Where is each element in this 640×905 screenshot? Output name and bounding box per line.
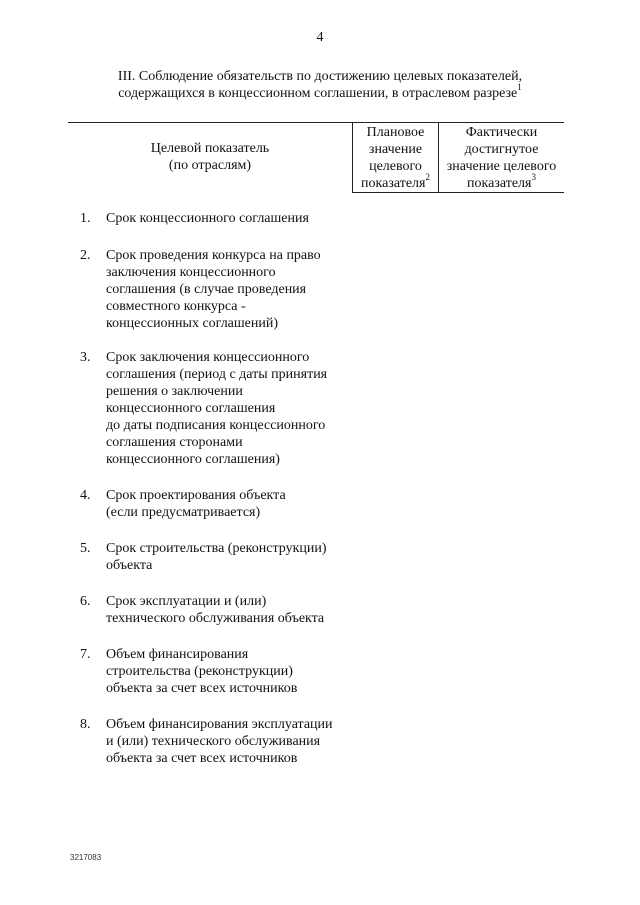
row-text-line: концессионных соглашений)	[106, 316, 279, 331]
row-text-line: Срок проведения конкурса на право	[106, 248, 321, 263]
row-text-line: технического обслуживания объекта	[106, 611, 325, 626]
row-text	[106, 210, 360, 227]
header-actual-line-1: Фактически	[465, 125, 538, 140]
row-text	[106, 646, 360, 697]
table-rule-top	[68, 122, 564, 123]
row-text-line: до даты подписания концессионного	[106, 418, 326, 433]
row-text-line: соглашения сторонами	[106, 435, 243, 450]
header-planned-line-2: значение	[368, 142, 423, 157]
row-number: 1.	[80, 211, 91, 226]
table-row	[70, 716, 360, 767]
row-text-line: совместного конкурса -	[106, 299, 246, 314]
section-title-line-2	[60, 82, 580, 102]
row-number: 2.	[80, 248, 91, 263]
footnote-ref-1: 1	[517, 82, 522, 93]
table-row	[70, 487, 360, 521]
header-planned	[353, 124, 438, 192]
row-text-line: объекта	[106, 558, 153, 573]
header-indicator-line-1: Целевой показатель	[150, 141, 270, 156]
footnote-ref-3: 3	[531, 172, 536, 183]
table-row	[70, 540, 360, 574]
header-planned-line-1: Плановое	[366, 125, 425, 140]
table-row	[70, 593, 360, 627]
header-planned-line-4-text: показателя	[361, 176, 426, 191]
row-text-line: соглашения (период с даты принятия	[106, 367, 328, 382]
header-indicator-line-2: (по отраслям)	[168, 158, 252, 173]
row-text-line: объекта за счет всех источников	[106, 751, 298, 766]
row-text-line: соглашения (в случае проведения	[106, 282, 307, 297]
footnote-ref-2: 2	[425, 172, 430, 183]
header-actual-line-4-text: показателя	[467, 176, 532, 191]
row-number: 7.	[80, 647, 91, 662]
page-number: 4	[316, 30, 324, 45]
footer-code: 3217083	[70, 853, 102, 862]
table-row	[70, 247, 360, 332]
table-rule-bottom	[352, 192, 564, 193]
row-text-line: Срок концессионного соглашения	[106, 211, 309, 226]
table-row	[70, 210, 360, 227]
header-planned-line-3: целевого	[369, 159, 422, 174]
header-actual-line-4	[439, 172, 564, 192]
header-actual-line-2: достигнутое	[464, 142, 539, 157]
row-text-line: концессионного соглашения)	[106, 452, 280, 467]
row-text	[106, 593, 360, 627]
row-text-line: решения о заключении	[106, 384, 243, 399]
header-actual	[439, 124, 564, 192]
table-row	[70, 349, 360, 468]
row-text-line: концессионного соглашения	[106, 401, 276, 416]
indicator-list	[70, 210, 360, 767]
header-actual-line-3: значение целевого	[446, 159, 557, 174]
row-text-line: заключения концессионного	[106, 265, 276, 280]
row-text-line: Срок эксплуатации и (или)	[106, 594, 267, 609]
row-number: 3.	[80, 350, 91, 365]
section-title	[60, 68, 580, 102]
header-indicator	[70, 140, 350, 174]
row-number: 4.	[80, 488, 91, 503]
row-number: 8.	[80, 717, 91, 732]
row-text	[106, 349, 360, 468]
row-text	[106, 716, 360, 767]
row-text-line: строительства (реконструкции)	[106, 664, 293, 679]
row-text	[106, 247, 360, 332]
row-text-line: и (или) технического обслуживания	[106, 734, 321, 749]
row-number: 5.	[80, 541, 91, 556]
row-text-line: Объем финансирования эксплуатации	[106, 717, 333, 732]
section-title-line-1: III. Соблюдение обязательств по достижению целевых показателей,	[117, 69, 523, 84]
row-text-line: объекта за счет всех источников	[106, 681, 298, 696]
row-text	[106, 540, 360, 574]
row-text-line: Срок проектирования объекта	[106, 488, 286, 503]
row-text-line: (если предусматривается)	[106, 505, 261, 520]
row-text-line: Объем финансирования	[106, 647, 249, 662]
row-text	[106, 487, 360, 521]
row-text-line: Срок заключения концессионного	[106, 350, 310, 365]
row-number: 6.	[80, 594, 91, 609]
table-row	[70, 646, 360, 697]
row-text-line: Срок строительства (реконструкции)	[106, 541, 327, 556]
header-planned-line-4	[353, 172, 438, 192]
section-title-line-2-text: содержащихся в концессионном соглашении, в отраслевом разрезе	[118, 86, 518, 101]
